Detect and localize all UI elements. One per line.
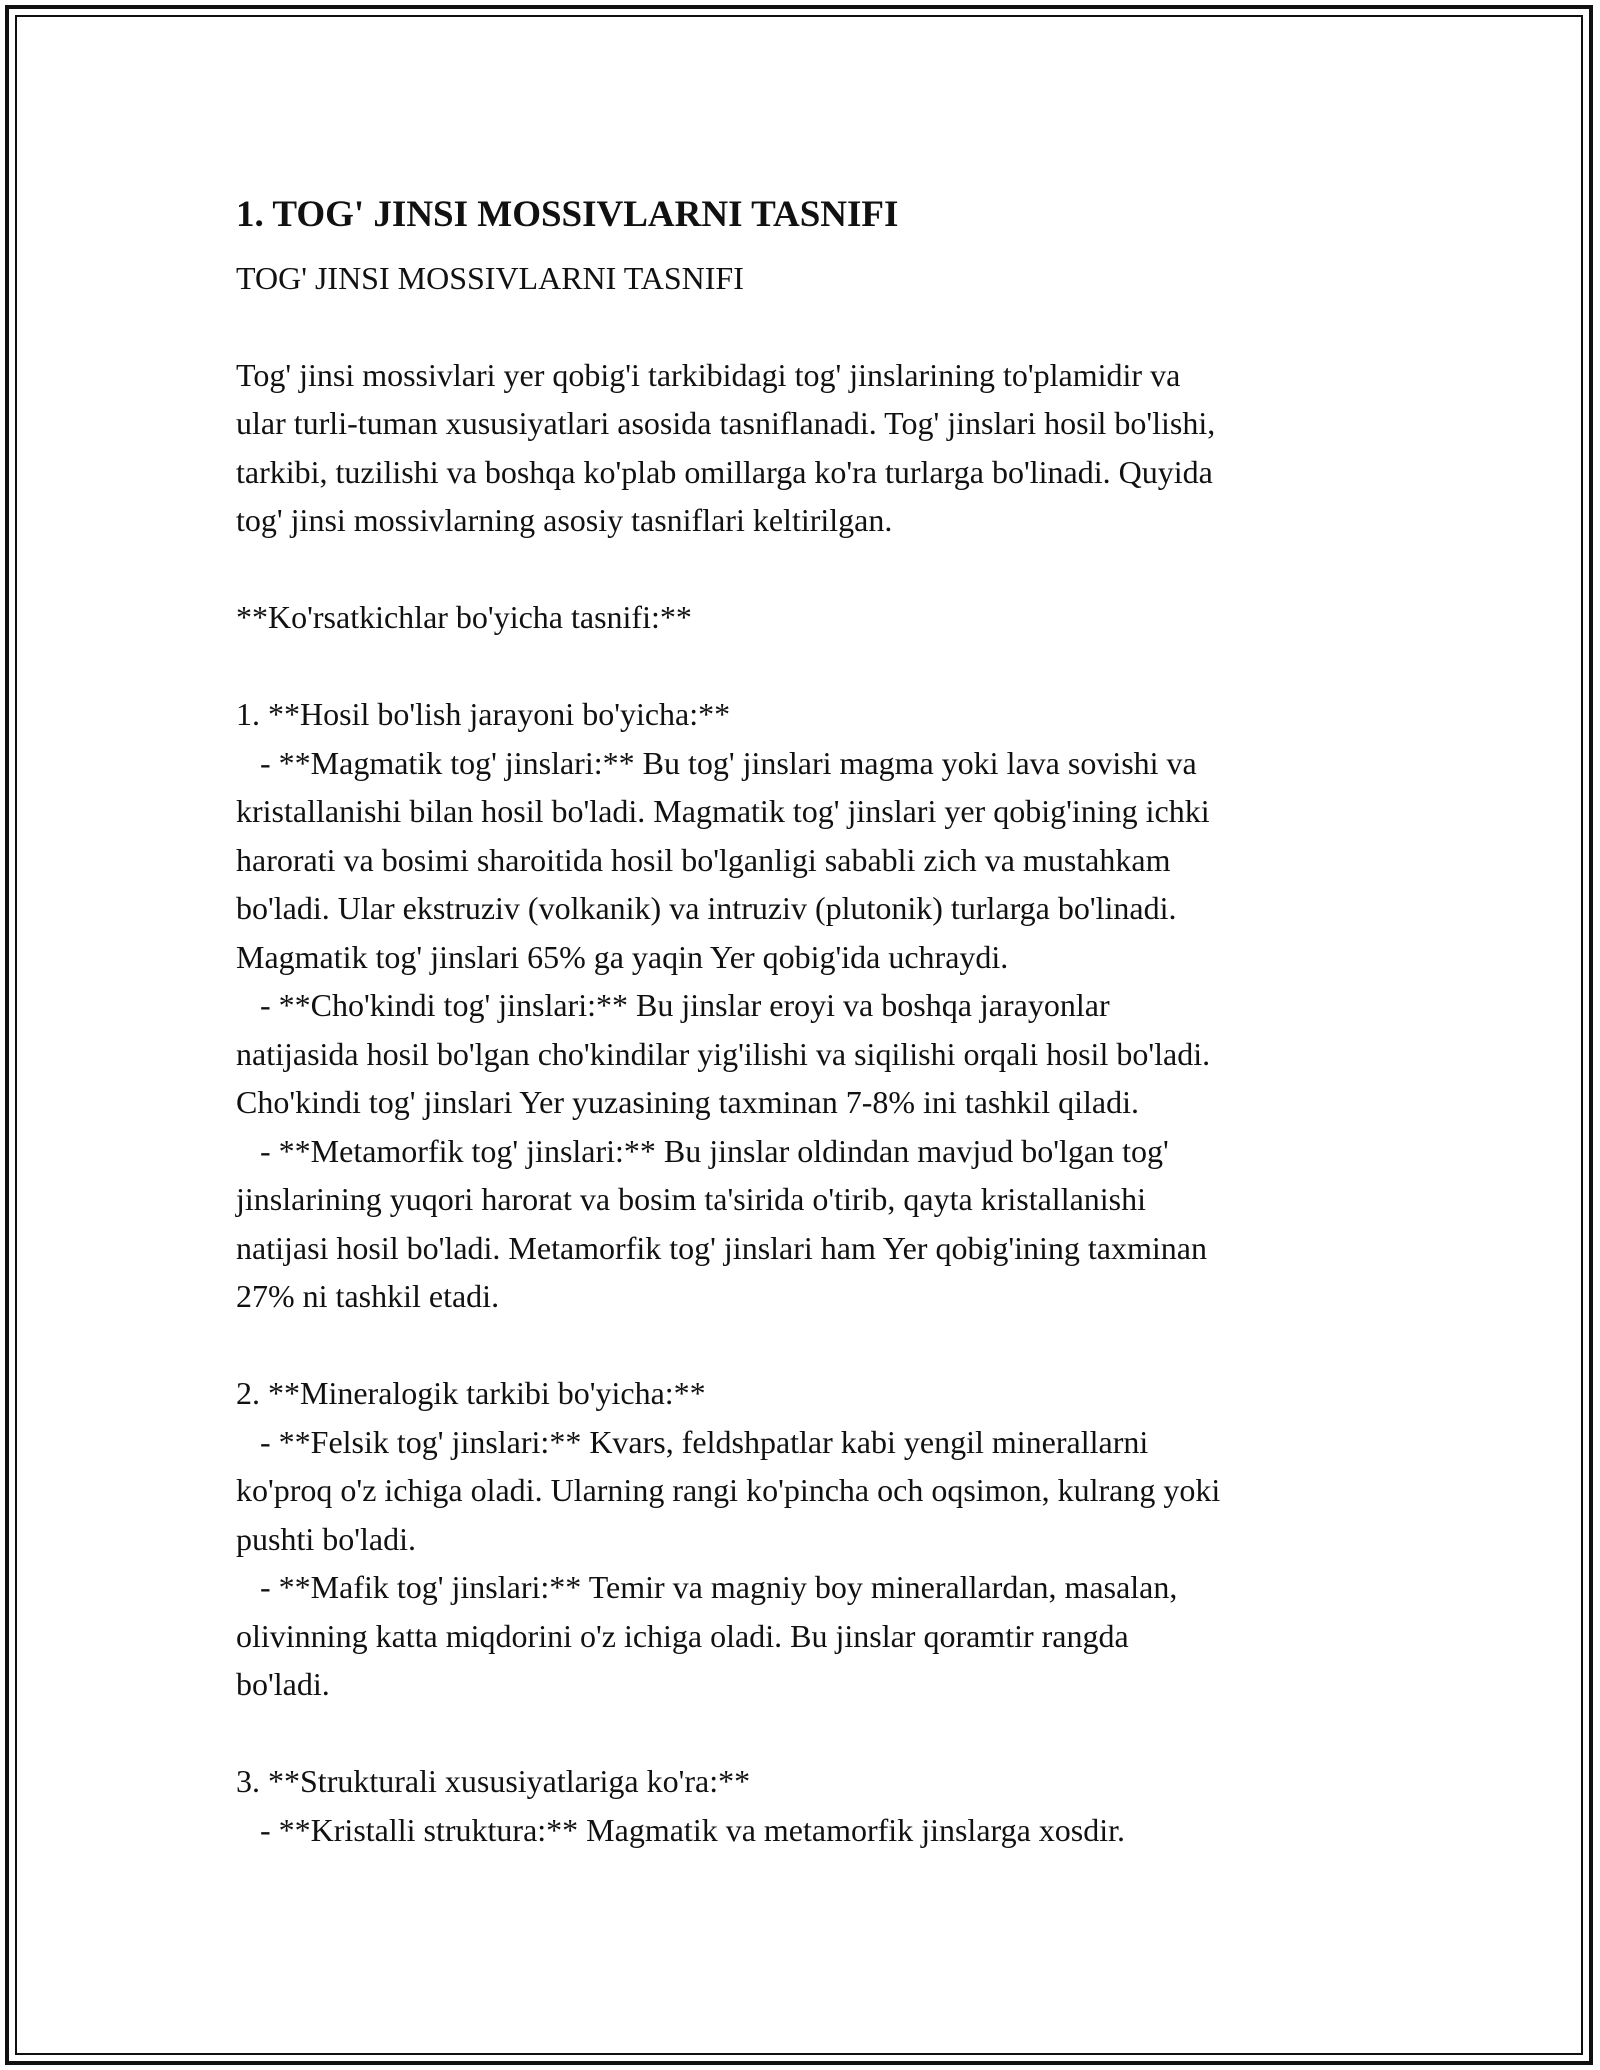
block-line: Cho'kindi tog' jinslari Yer yuzasining taxminan 7-8% ini tashkil qiladi. — [236, 1084, 1140, 1120]
intro-line: Tog' jinsi mossivlari yer qobig'i tarkibidagi tog' jinslarining to'plamidir va — [236, 356, 1181, 393]
block-line: harorati va bosimi sharoitida hosil bo'lganligi sababli zich va mustahkam — [236, 841, 1171, 878]
spacer — [236, 642, 1376, 691]
document-title: 1. TOG' JINSI MOSSIVLARNI TASNIFI — [236, 194, 899, 235]
document-body — [236, 184, 1376, 1854]
intro-line: tarkibi, tuzilishi va boshqa ko'plab omillarga ko'ra turlarga bo'linadi. Quyida — [236, 453, 1213, 490]
block-line: bo'ladi. — [236, 1666, 330, 1702]
spacer — [236, 1321, 1376, 1370]
block-line: 2. **Mineralogik tarkibi bo'yicha:** — [236, 1375, 706, 1411]
block-line: - **Magmatik tog' jinslari:** Bu tog' jinslari magma yoki lava sovishi va — [236, 744, 1197, 781]
spacer — [236, 302, 1376, 351]
block-line: natijasi hosil bo'ladi. Metamorfik tog' jinslari ham Yer qobig'ining taxminan — [236, 1229, 1207, 1266]
block-line: 3. **Strukturali xususiyatlariga ko'ra:** — [236, 1763, 751, 1799]
document-subtitle: TOG' JINSI MOSSIVLARNI TASNIFI — [236, 260, 744, 296]
section-heading: **Ko'rsatkichlar bo'yicha tasnifi:** — [236, 599, 692, 635]
classification-block-1 — [236, 690, 1376, 1321]
block-line: - **Metamorfik tog' jinslari:** Bu jinslar oldindan mavjud bo'lgan tog' — [236, 1132, 1169, 1169]
block-line: - **Mafik tog' jinslari:** Temir va magniy boy minerallardan, masalan, — [236, 1569, 1178, 1605]
block-line: - **Felsik tog' jinslari:** Kvars, feldshpatlar kabi yengil minerallarni — [236, 1423, 1149, 1460]
intro-line: ular turli-tuman xususiyatlari asosida tasniflanadi. Tog' jinslari hosil bo'lishi, — [236, 405, 1216, 441]
spacer — [236, 1709, 1376, 1758]
block-line: bo'ladi. Ular ekstruziv (volkanik) va intruziv (plutonik) turlarga bo'linadi. — [236, 890, 1177, 926]
spacer — [236, 545, 1376, 594]
block-line: pushti bo'ladi. — [236, 1520, 416, 1557]
block-line: ko'proq o'z ichiga oladi. Ularning rangi ko'pincha och oqsimon, kulrang yoki — [236, 1472, 1221, 1508]
block-line: jinslarining yuqori harorat va bosim ta'sirida o'tirib, qayta kristallanishi — [236, 1181, 1147, 1217]
classification-block-2 — [236, 1369, 1376, 1709]
block-line: Magmatik tog' jinslari 65% ga yaqin Yer qobig'ida uchraydi. — [236, 938, 1009, 975]
intro-paragraph — [236, 351, 1376, 545]
block-line: 1. **Hosil bo'lish jarayoni bo'yicha:** — [236, 696, 731, 732]
classification-block-3 — [236, 1757, 1376, 1854]
block-line: kristallanishi bilan hosil bo'ladi. Magmatik tog' jinslari yer qobig'ining ichki — [236, 793, 1210, 829]
block-line: 27% ni tashkil etadi. — [236, 1278, 500, 1314]
block-line: olivinning katta miqdorini o'z ichiga oladi. Bu jinslar qoramtir rangda — [236, 1617, 1129, 1654]
block-line: natijasida hosil bo'lgan cho'kindilar yig'ilishi va siqilishi orqali hosil bo'ladi. — [236, 1035, 1211, 1072]
intro-line: tog' jinsi mossivlarning asosiy tasniflari keltirilgan. — [236, 502, 893, 538]
block-line: - **Cho'kindi tog' jinslari:** Bu jinslar eroyi va boshqa jarayonlar — [236, 987, 1110, 1023]
block-line: - **Kristalli struktura:** Magmatik va metamorfik jinslarga xosdir. — [236, 1811, 1126, 1848]
